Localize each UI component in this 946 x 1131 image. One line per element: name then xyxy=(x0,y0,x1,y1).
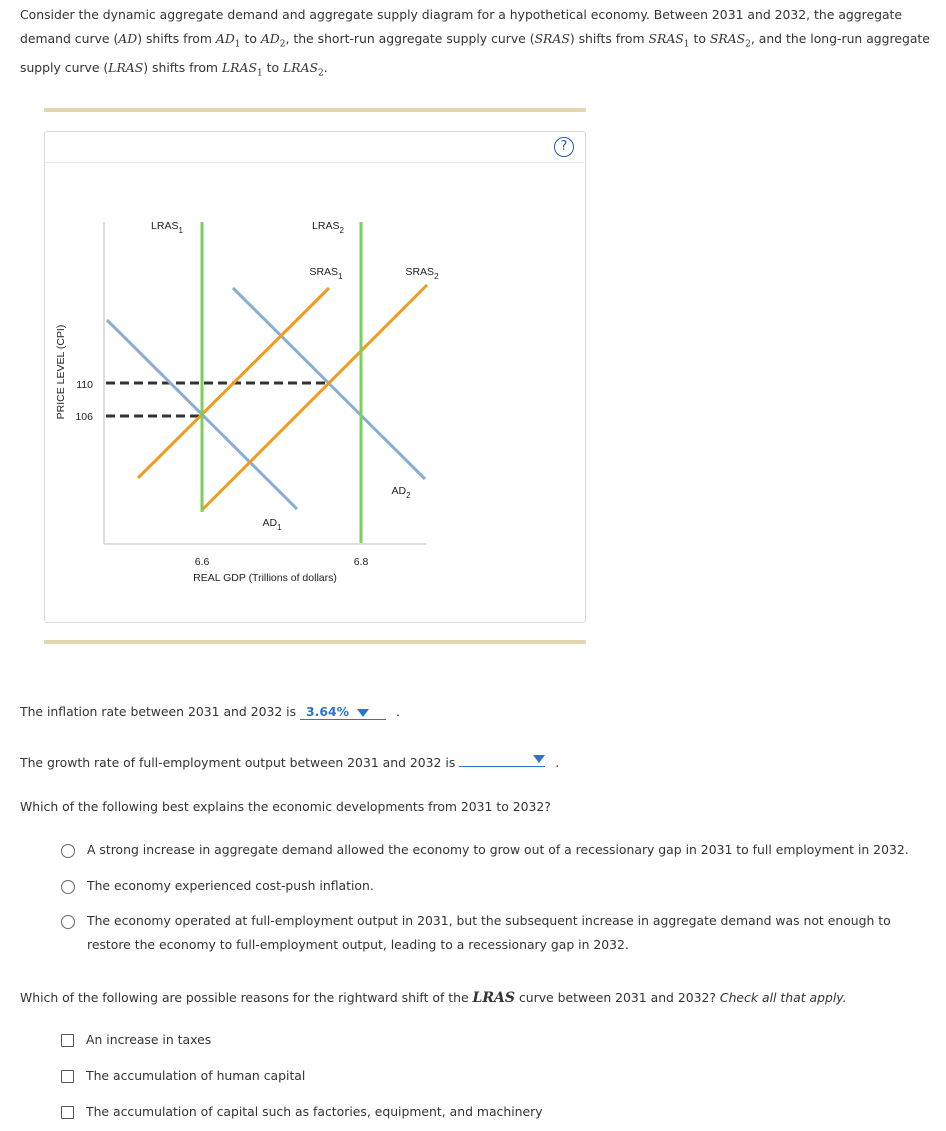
radio-button[interactable] xyxy=(61,880,75,894)
checkbox-option-2[interactable]: The accumulation of human capital xyxy=(61,1069,305,1088)
chevron-down-icon xyxy=(533,755,545,763)
math-sras1: $SRAS_1$ xyxy=(648,30,690,49)
checkbox[interactable] xyxy=(61,1034,74,1047)
inflation-rate-value: 3.64% xyxy=(306,704,350,719)
checkbox[interactable] xyxy=(61,1070,74,1083)
checkbox-option-3[interactable]: The accumulation of capital such as factories, equipment, and machinery xyxy=(61,1105,543,1124)
label-lras1: $LRAS_1$ xyxy=(151,220,183,235)
radio-option-2[interactable]: The economy experienced cost-push inflation. xyxy=(61,879,931,898)
math-sras2: $SRAS_2$ xyxy=(709,30,751,49)
intro-text: . xyxy=(323,60,328,76)
y-axis-label: PRICE LEVEL (CPI) xyxy=(55,324,67,420)
help-icon[interactable]: ? xyxy=(554,137,574,157)
radio-button[interactable] xyxy=(61,844,75,858)
checkbox[interactable] xyxy=(61,1106,74,1119)
checkbox-option-1[interactable]: An increase in taxes xyxy=(61,1033,211,1052)
growth-question: The growth rate of full-employment output between 2031 and 2032 is . xyxy=(20,752,559,770)
explanation-question: Which of the following best explains the economic developments from 2031 to 2032? xyxy=(20,799,551,814)
math-ad1: $AD_1$ xyxy=(215,30,241,49)
chevron-down-icon xyxy=(357,709,369,717)
growth-question-text: The growth rate of full-employment output between 2031 and 2032 is xyxy=(20,755,456,770)
y-tick-106: 106 xyxy=(75,411,93,423)
graph-bottom-divider xyxy=(44,640,586,644)
x-tick-6-8: 6.8 xyxy=(353,556,369,568)
label-sras1: $SRAS_1$ xyxy=(309,266,343,281)
intro-text: to xyxy=(689,30,710,46)
math-lras: LRAS xyxy=(472,990,515,1006)
intro-text: , and the long-run aggregate supply curve ( xyxy=(20,30,930,76)
inflation-rate-dropdown[interactable] xyxy=(300,704,386,720)
x-axis-label: REAL GDP (Trillions of dollars) xyxy=(193,572,337,584)
math-ad: AD xyxy=(118,30,138,46)
intro-text: ) shifts from xyxy=(137,30,216,46)
y-tick-110: 110 xyxy=(76,379,93,391)
math-lras: LRAS xyxy=(108,60,144,76)
x-tick-6-6: 6.6 xyxy=(194,556,210,568)
radio-option-3[interactable]: The economy operated at full-employment output in 2031, but the subsequent increase in aggregate demand was not enough to restore the economy to full-employment output, leading to a recessionary gap in 2032. xyxy=(61,914,923,957)
radio-option-1[interactable]: A strong increase in aggregate demand allowed the economy to grow out of a recessionary gap in 2031 to full employment in 2032. xyxy=(61,843,931,862)
growth-rate-dropdown[interactable] xyxy=(459,752,545,767)
label-ad2: $AD_2$ xyxy=(391,485,411,500)
math-lras2: $LRAS_2$ xyxy=(283,60,324,79)
intro-text: Consider the dynamic aggregate demand and aggregate supply diagram for a hypothetical economy. Between 2031 and 2032, the aggregate demand curve ( xyxy=(20,7,903,46)
lras-question: Which of the following are possible reasons for the rightward shift of the LRAS curve between 2031 and 2032? Check all that apply. xyxy=(20,990,847,1006)
intro-text: ) shifts from xyxy=(569,30,649,46)
intro-text: to xyxy=(240,30,261,46)
inflation-question: The inflation rate between 2031 and 2032 is 3.64% . xyxy=(20,704,400,719)
label-lras2: $LRAS_2$ xyxy=(312,220,344,235)
inflation-question-text: The inflation rate between 2031 and 2032 is xyxy=(20,704,297,719)
label-ad1: $AD_1$ xyxy=(262,517,282,532)
intro-text: ) shifts from xyxy=(143,60,222,76)
label-sras2: $SRAS_2$ xyxy=(405,266,439,281)
radio-button[interactable] xyxy=(61,915,75,929)
math-lras1: $LRAS_1$ xyxy=(221,60,263,79)
intro-text: , the short-run aggregate supply curve ( xyxy=(285,30,535,46)
intro-text: to xyxy=(262,60,284,76)
sras2-curve xyxy=(202,285,427,510)
math-ad2: $AD_2$ xyxy=(260,30,286,49)
math-sras: SRAS xyxy=(534,30,570,46)
